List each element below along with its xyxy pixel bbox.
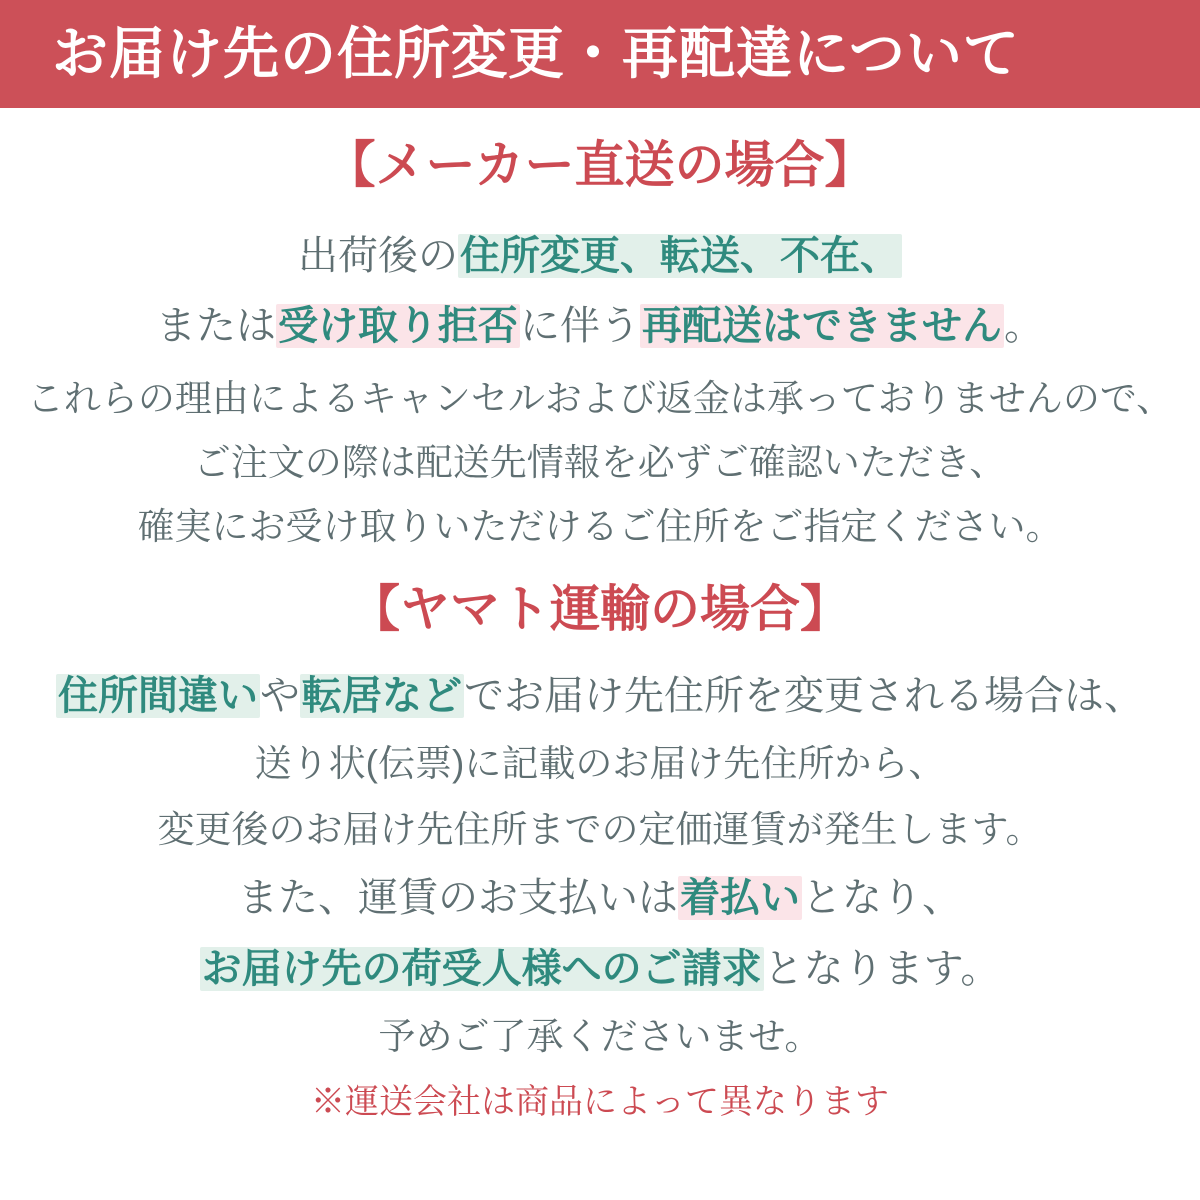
text-segment: となります。 <box>763 946 1001 991</box>
text-segment: でお届け先住所を変更される場合は、 <box>464 673 1144 718</box>
page-title: お届け先の住所変更・再配達について <box>52 22 1020 85</box>
highlight-segment: 住所変更、転送、不在、 <box>460 234 900 278</box>
highlight-line <box>18 940 1182 998</box>
note-line: これらの理由によるキャンセルおよび返金は承っておりませんので、 <box>26 377 1174 419</box>
maker-direct-notes <box>18 372 1182 554</box>
footnote: ※運送会社は商品によって異なります <box>311 1083 889 1122</box>
note-line: ご注文の際は配送先情報を必ずご確認いただき、 <box>193 441 1007 483</box>
note-line: 予めご了承くださいませ。 <box>378 1016 822 1058</box>
text-segment: または <box>156 304 276 349</box>
highlight-segment: 住所間違い <box>58 673 258 718</box>
highlight-line <box>18 227 1182 285</box>
highlight-segment: 受け取り拒否 <box>278 304 518 349</box>
highlight-segment: 転居など <box>302 673 462 718</box>
text-segment: となり、 <box>802 876 962 921</box>
maker-direct-highlight-lines <box>18 227 1182 356</box>
section-heading-maker-direct: 【メーカー直送の場合】 <box>325 137 875 193</box>
text-segment: 。 <box>1004 304 1044 349</box>
highlight-line <box>18 297 1182 355</box>
note-line: 変更後のお届け先住所までの定価運賃が発生します。 <box>157 809 1043 851</box>
highlight-segment: 再配送はできません <box>642 304 1002 349</box>
notice-body <box>0 138 1200 1128</box>
footnote-wrapper <box>18 1078 1182 1128</box>
text-segment: また、運賃のお支払いは <box>238 876 678 921</box>
yamato-lines <box>18 667 1182 1064</box>
highlight-segment: 着払い <box>680 876 800 921</box>
section-heading-yamato: 【ヤマト運輸の場合】 <box>350 580 850 637</box>
text-segment: や <box>260 673 300 718</box>
note-line: 確実にお受け取りいただけるご住所をご指定ください。 <box>137 505 1063 547</box>
highlight-line <box>18 667 1182 725</box>
text-segment: 出荷後の <box>298 234 458 278</box>
highlight-line <box>18 869 1182 927</box>
note-line: 送り状(伝票)に記載のお届け先住所から、 <box>254 743 946 785</box>
text-segment: に伴う <box>520 304 640 349</box>
header-banner <box>0 0 1200 108</box>
highlight-segment: お届け先の荷受人様へのご請求 <box>201 946 762 991</box>
